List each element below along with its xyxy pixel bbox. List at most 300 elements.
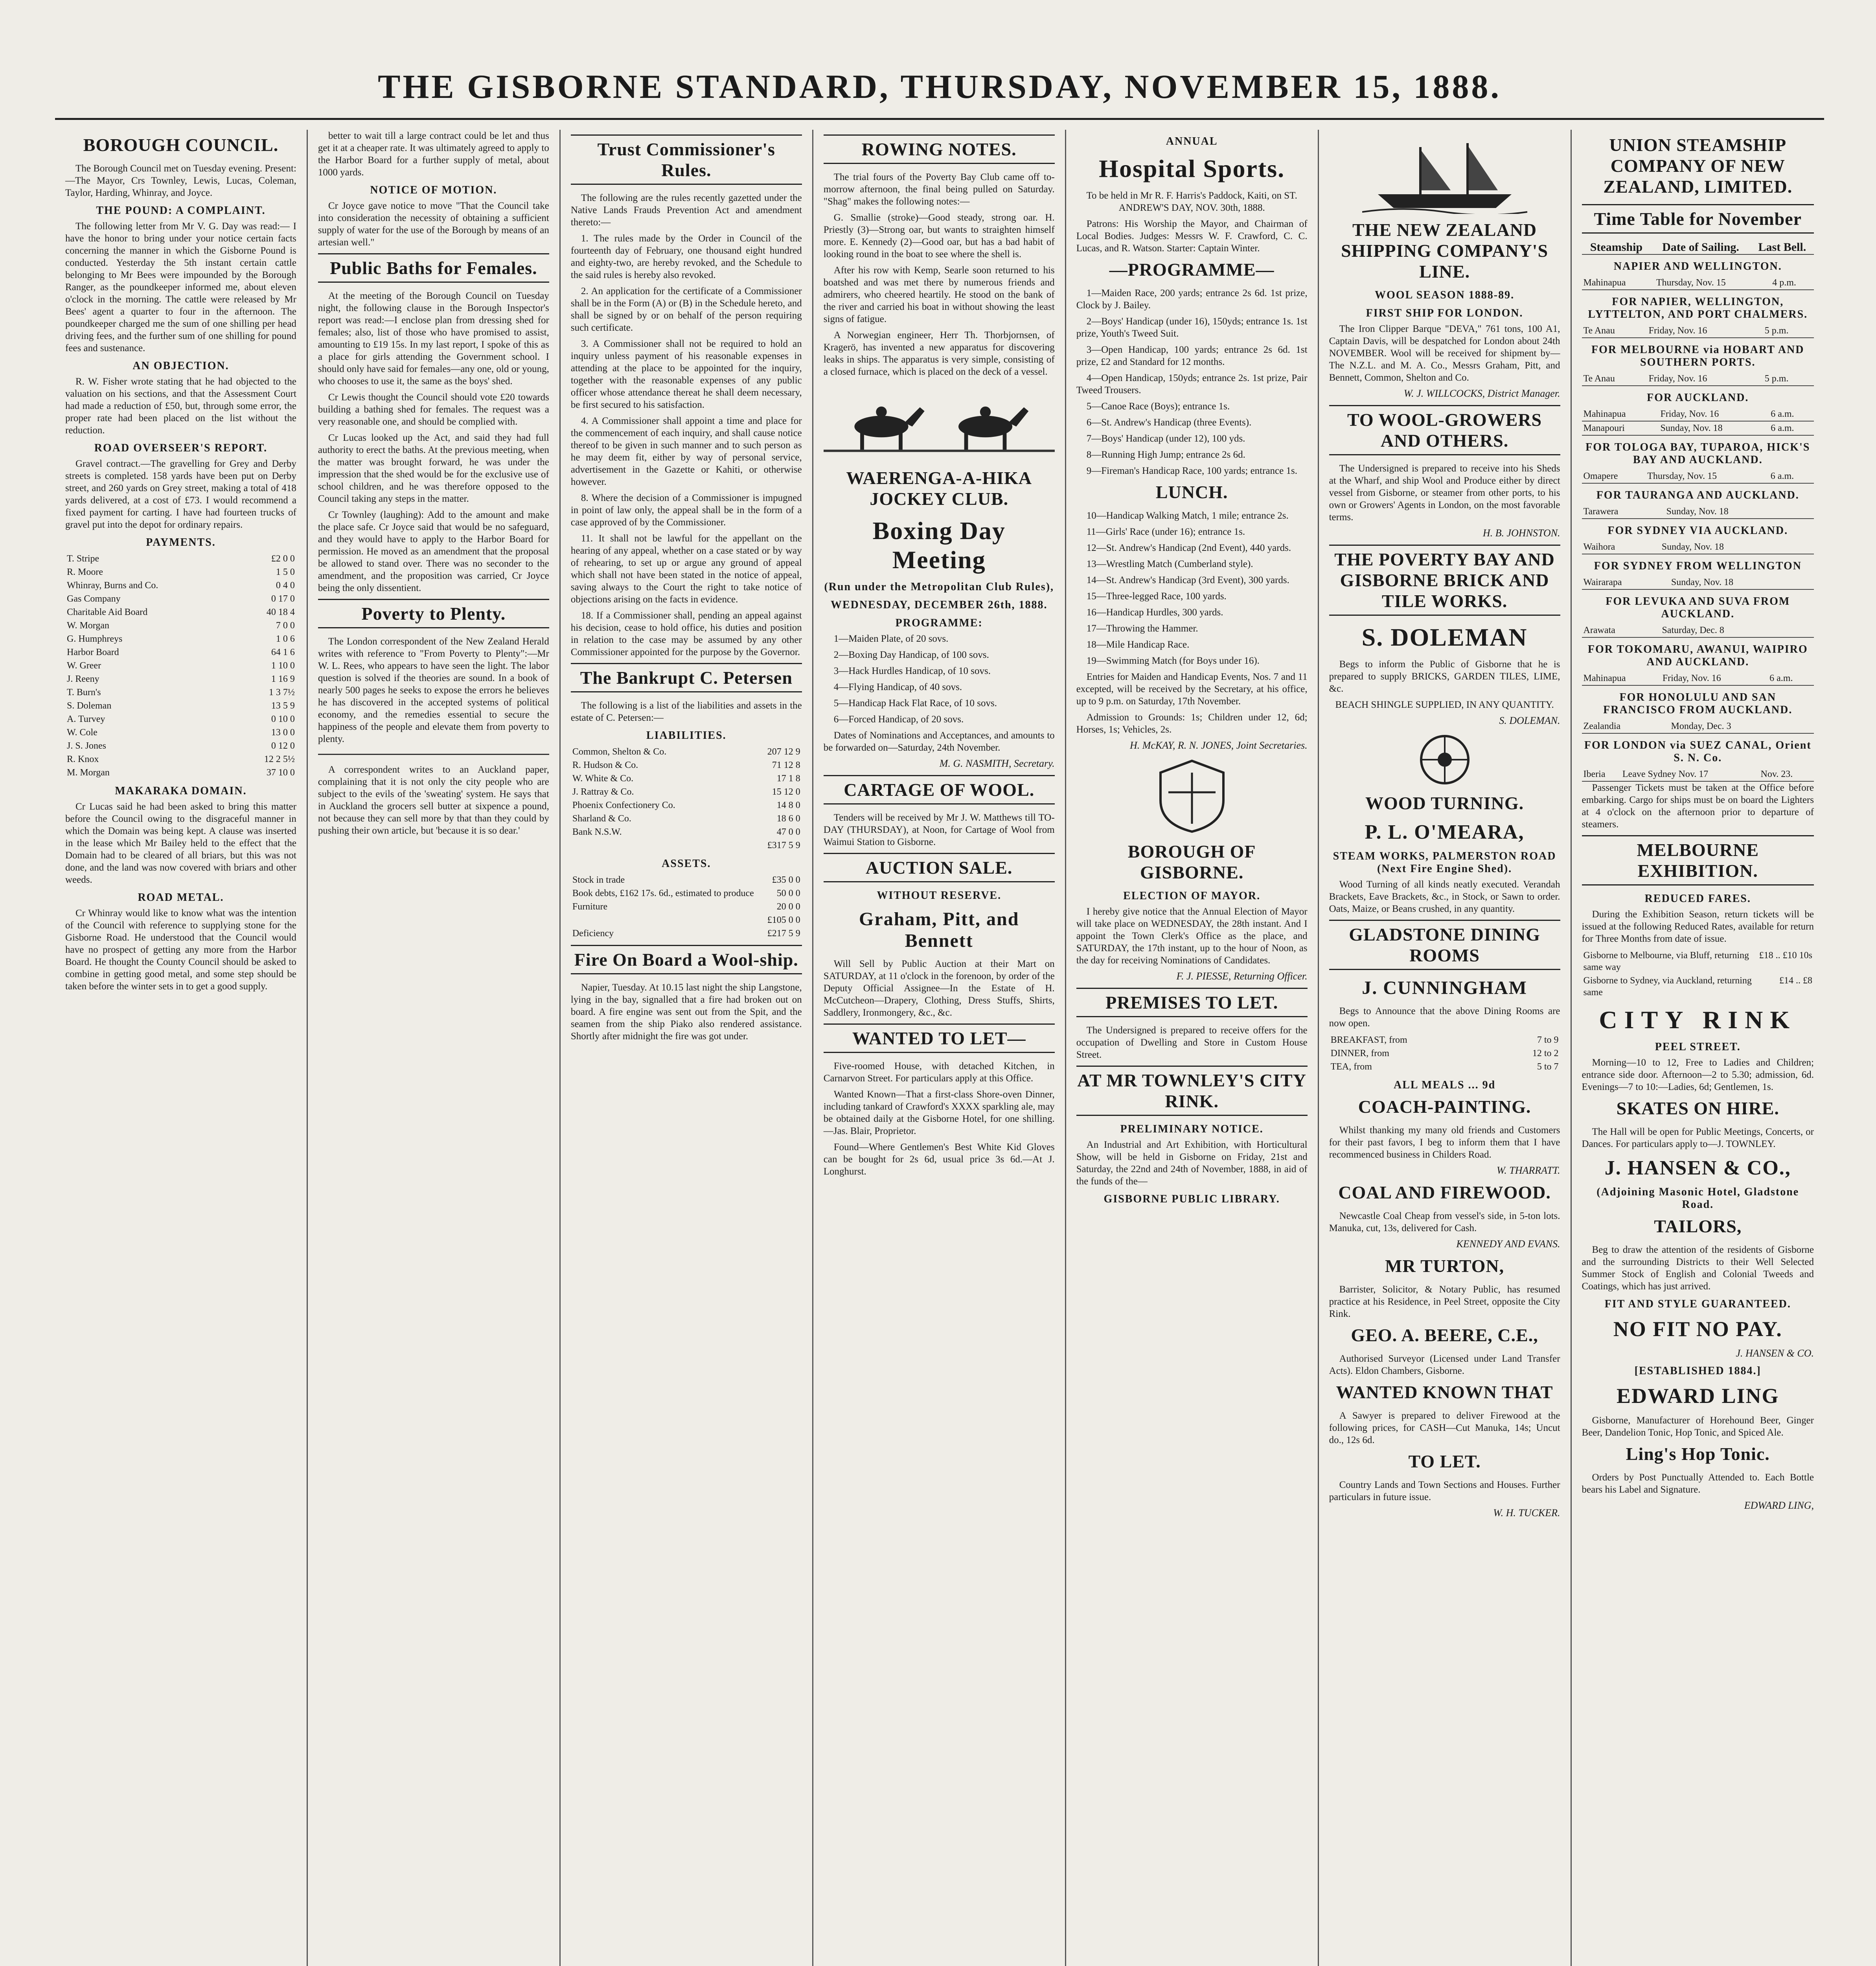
route-heading: FOR LEVUKA AND SUVA FROM AUCKLAND. (1606, 595, 1790, 620)
payments-body (65, 552, 296, 779)
route-heading: FOR MELBOURNE via HOBART AND SOUTHERN PORTS. (1591, 344, 1804, 368)
article-paragraph: The Borough Council met on Tuesday evening. Present:—The Mayor, Crs Townley, Lewis, Lucas, Coleman, Taylor, Harding, Whinray, and Joyce. (65, 163, 296, 198)
route-table (1582, 576, 1814, 590)
row-amount: 17 1 8 (776, 773, 800, 784)
subheading: ASSETS. (662, 858, 711, 870)
table-row (1329, 1047, 1560, 1060)
row-label: J. Reeny (67, 674, 99, 684)
route-cell (1807, 540, 1814, 554)
article-paragraph: Tenders will be received by Mr J. W. Matthews till TO-DAY (THURSDAY), at Noon, for Cartage of Wool from Waimui Station to Gisborne. (823, 812, 1055, 847)
row-amount: 0 4 0 (276, 580, 295, 591)
article-heading: Ling's Hop Tonic. (1626, 1444, 1770, 1464)
article-heading: WANTED TO LET— (824, 1023, 1055, 1053)
route-cell: Iberia (1582, 768, 1621, 781)
route-cell (1807, 576, 1814, 589)
article-paragraph: I hereby give notice that the Annual Election of Mayor will take place on WEDNESDAY, the 28th instant. And I appoint the Town Clerk's Office as the place, and SATURDAY, the 17th instant, up to the hour of Noon, as the day for receiving Nominations of Candidates. (1076, 906, 1308, 966)
table-row (65, 672, 296, 686)
route-cell: Thursday, Nov. 15 (1646, 469, 1769, 483)
article-paragraph: The following letter from Mr V. G. Day was read:— I have the honor to bring under your notice certain facts concerning the manner in which the Gisborne Pound is conducted. Yesterday the 5th instant certain cattle belonging to Mr Bees were impounded by the Borough Ranger, as the poundkeeper informed me, about eleven o'clock in the morning. The cattle were released by Mr Bees' agent a quarter to four in the afternoon. The poundkeeper charged me the sum of one shilling per head driving fees, and the further sum of one shilling for pound fees and sustenance. (65, 221, 296, 353)
table-row (571, 799, 802, 812)
programme-item: 18—Mile Handicap Race. (1086, 639, 1190, 650)
route-cell: 6 a.m. (1769, 469, 1814, 483)
row-label: Charitable Aid Board (67, 607, 148, 617)
programme-item: 10—Handicap Walking Match, 1 mile; entrance 2s. (1086, 510, 1289, 521)
route-heading: FOR TOLOGA BAY, TUPAROA, HICK'S BAY AND AUCKLAND. (1585, 441, 1810, 466)
programme-item: 6—Forced Handicap, of 20 sovs. (833, 714, 964, 725)
article-paragraph: BEACH SHINGLE SUPPLIED, IN ANY QUANTITY. (1335, 700, 1554, 710)
table-row (571, 900, 802, 913)
article-paragraph: Cr Lewis thought the Council should vote £20 towards building a bathing shed for females. The request was a very reasonable one, and should be complied with. (318, 392, 549, 427)
borough-crest-illustration (1076, 757, 1308, 836)
row-label: T. Stripe (67, 554, 99, 564)
table-row (65, 592, 296, 606)
row-label: Furniture (572, 902, 608, 912)
table-row (65, 712, 296, 726)
row-amount: 18 6 0 (776, 814, 800, 824)
route-heading: FOR TAURANGA AND AUCKLAND. (1596, 489, 1799, 501)
programme-item: 3—Hack Hurdles Handicap, of 10 sovs. (833, 666, 991, 676)
row-amount: 12 to 2 (1532, 1048, 1559, 1058)
ad-title: CITY RINK (1599, 1006, 1797, 1034)
programme-item: 7—Boys' Handicap (under 12), 100 yds. (1086, 433, 1245, 444)
route-cell: Sunday, Nov. 18 (1659, 421, 1769, 435)
table-row (571, 873, 802, 887)
page-columns (55, 130, 1824, 1966)
programme-item: 8—Running High Jump; entrance 2s 6d. (1086, 449, 1245, 460)
article-paragraph: Wood Turning of all kinds neatly executed. Verandah Brackets, Eave Brackets, &c., in Stock, or Sawn to order. Oats, Maize, or Beans crushed, in any quantity. (1329, 879, 1560, 914)
table-row (65, 565, 296, 579)
route-row (1582, 421, 1814, 435)
article-paragraph: 11. It shall not be lawful for the appellant on the hearing of any appeal, whether on a case stated or by way of rehearing, to set up or argue any ground of appeal which shall not have been stated in the notice of appeal, saving always to the Court the right to take notice of objections arising on the facts in evidence. (570, 533, 802, 605)
column-2 (308, 130, 561, 1966)
timetable-sections (1582, 260, 1814, 782)
programme-item: 4—Flying Handicap, of 40 sovs. (833, 682, 962, 692)
table-row (571, 785, 802, 799)
table-row (65, 699, 296, 712)
article-paragraph: Found—Where Gentlemen's Best White Kid Gloves can be bought for 2s 6d, usual price 3s 6d.—At J. Longhurst. (823, 1142, 1055, 1177)
article-paragraph: 3. A Commissioner shall not be required to hold an inquiry unless payment of his reasonable expenses in attending at the place to be appointed for the inquiry, together with the reasonable expenses of any public officer whose attendance thereat he shall deem necessary, be first secured to his satisfaction. (570, 339, 802, 410)
column-1 (55, 130, 308, 1966)
article-paragraph: A Norwegian engineer, Herr Th. Thorbjornsen, of Kragerö, has invented a new apparatus for discovering leaks in ships. The apparatus is very simple, consisting of a closed furnace, which is placed on the deck of a vessel. (823, 330, 1055, 377)
route-cell (1807, 505, 1814, 519)
row-amount: 207 12 9 (767, 747, 800, 757)
subheading: ROAD OVERSEER'S REPORT. (94, 442, 268, 454)
row-label: Book debts, £162 17s. 6d., estimated to produce (572, 888, 754, 898)
timetable-header-row (1582, 241, 1814, 254)
row-amount: £35 0 0 (772, 875, 800, 885)
route-cell: Sunday, Nov. 18 (1670, 576, 1807, 589)
fares-table (1582, 949, 1814, 999)
ad-title: Boxing Day Meeting (872, 517, 1006, 574)
article-paragraph: Wanted Known—That a first-class Shore-oven Dinner, including tankard of Crawford's XXXX sparkling ale, may be obtained daily at the Gisborne Hotel, for one shilling.—Jas. Blair, Proprietor. (823, 1089, 1055, 1136)
row-label: Phoenix Confectionery Co. (572, 800, 675, 810)
masthead (55, 59, 1824, 114)
article-paragraph: Dates of Nominations and Acceptances, and amounts to be forwarded on—Saturday, 24th November. (823, 730, 1055, 753)
programme-item: 1—Maiden Race, 200 yards; entrance 2s 6d. 1st prize, Clock by J. Bailey. (1076, 288, 1308, 311)
signature: H. B. JOHNSTON. (1482, 527, 1560, 539)
crest-icon (1145, 757, 1239, 836)
route-cell: 6 a.m. (1768, 672, 1814, 685)
table-row (1582, 974, 1814, 999)
row-label: W. Morgan (67, 620, 109, 631)
row-amount: 12 2 5½ (264, 754, 295, 764)
article-heading: Poverty to Plenty. (318, 599, 549, 628)
article-heading: BOROUGH OF GISBORNE. (1127, 841, 1256, 882)
programme-item: 11—Girls' Race (under 16); entrance 1s. (1086, 526, 1245, 537)
route-cell: Omapere (1582, 469, 1646, 483)
signature: S. DOLEMAN. (1499, 715, 1560, 726)
row-amount: £2 0 0 (271, 554, 295, 564)
article-paragraph: The Undersigned is prepared to receive offers for the occupation of Dwelling and Store in Custom House Street. (1076, 1025, 1308, 1060)
payments-table (65, 552, 296, 779)
article-heading: WOOD TURNING. (1365, 793, 1524, 813)
route-heading: FOR HONOLULU AND SAN FRANCISCO FROM AUCKLAND. (1603, 691, 1793, 716)
route-cell: Te Anau (1582, 372, 1647, 386)
ad-title: J. HANSEN & CO., (1604, 1157, 1791, 1179)
programme-item: 4—Open Handicap, 150yds; entrance 2s. 1st prize, Pair Tweed Trousers. (1076, 373, 1308, 396)
row-amount: 13 0 0 (271, 727, 295, 738)
route-table (1582, 372, 1814, 386)
route-cell: Te Anau (1582, 324, 1647, 338)
row-amount: £217 5 9 (767, 928, 800, 939)
article-paragraph: 1. The rules made by the Order in Council of the fourteenth day of February, one thousand eight hundred and eighty-two, are hereby revoked, and the Schedule to the said rules is hereby also revoked. (570, 233, 802, 280)
row-label: J. Rattray & Co. (572, 787, 634, 797)
article-heading: —PROGRAMME— (1109, 260, 1275, 280)
route-cell: Friday, Nov. 16 (1661, 672, 1768, 685)
row-label (571, 839, 743, 852)
table-row (65, 579, 296, 592)
route-table (1582, 407, 1814, 436)
programme-item: 3—Open Handicap, 100 yards; entrance 2s 6d. 1st prize, £2 and Standard for 12 months. (1076, 344, 1308, 367)
table-row (1329, 1060, 1560, 1073)
row-amount: 1 5 0 (276, 567, 295, 577)
article-heading: COACH-PAINTING. (1358, 1097, 1531, 1117)
row-amount: 15 12 0 (772, 787, 800, 797)
lathe-illustration (1329, 732, 1560, 787)
article-heading: AUCTION SALE. (824, 853, 1055, 882)
row-label (571, 913, 764, 927)
table-row (571, 758, 802, 772)
article-heading: Public Baths for Females. (318, 253, 549, 283)
subheading: FIT AND STYLE GUARANTEED. (1604, 1298, 1791, 1310)
article-paragraph: Begs to Announce that the above Dining Rooms are now open. (1329, 1006, 1560, 1029)
row-label: R. Knox (67, 754, 99, 764)
row-label: J. S. Jones (67, 741, 107, 751)
route-cell: Wairarapa (1582, 576, 1670, 589)
route-table (1582, 324, 1814, 338)
article-heading: CARTAGE OF WOOL. (824, 775, 1055, 804)
ad-title: Hospital Sports. (1099, 155, 1285, 182)
table-row (65, 726, 296, 739)
row-amount: 40 18 4 (266, 607, 295, 617)
subheading: THE POUND: A COMPLAINT. (96, 204, 266, 217)
row-amount: 1 3 7½ (269, 687, 295, 698)
route-cell: Friday, Nov. 16 (1659, 407, 1769, 421)
programme-item: 15—Three-legged Race, 100 yards. (1086, 591, 1227, 602)
wood-turning-icon (1394, 732, 1496, 787)
route-table (1582, 276, 1814, 290)
route-table (1582, 505, 1814, 519)
table-row (571, 927, 802, 940)
article-paragraph: Begs to inform the Public of Gisborne that he is prepared to supply BRICKS, GARDEN TILES, LIME, &c. (1329, 659, 1560, 694)
ad-title: Graham, Pitt, and Bennett (859, 909, 1019, 951)
ad-title: J. CUNNINGHAM (1362, 977, 1527, 998)
article-paragraph: Cr Whinray would like to know what was the intention of the Council with reference to supplying stone for the Gisborne Road. He understood that the Council would have no prospect of getting any more from the Harbor Board. He thought the County Council should be asked to combine in getting good metal, and some step should be taken before the winter sets in to get a good supply. (65, 908, 296, 992)
article-paragraph: The following is a list of the liabilities and assets in the estate of C. Petersen:— (570, 700, 802, 723)
timetable (1582, 241, 1814, 255)
signature: J. HANSEN & CO. (1736, 1347, 1814, 1359)
article-paragraph: 4. A Commissioner shall appoint a time and place for the commencement of each inquiry, and shall cause notice thereof to be given in such manner and to such person as he may deem fit, either by way of personal service, advertisement in the Gazette or Kahiti, or otherwise however. (570, 416, 802, 487)
subheading: GISBORNE PUBLIC LIBRARY. (1104, 1193, 1280, 1205)
table-row (65, 766, 296, 779)
row-amount: £14 .. £8 (1779, 976, 1812, 986)
article-paragraph: During the Exhibition Season, return tickets will be issued at the following Reduced Rates, available for return for Three Months from date of issue. (1582, 909, 1814, 944)
route-cell: Tarawera (1582, 505, 1665, 519)
row-amount: 64 1 6 (271, 647, 295, 657)
subheading: ELECTION OF MAYOR. (1123, 890, 1261, 902)
route-table (1582, 540, 1814, 554)
article-paragraph: To be held in Mr R. F. Harris's Paddock, Kaiti, on ST. ANDREW'S DAY, NOV. 30th, 1888. (1086, 190, 1297, 213)
route-cell: 6 a.m. (1769, 407, 1814, 421)
ad-title: EDWARD LING (1616, 1384, 1779, 1408)
divider (318, 754, 549, 755)
row-label: S. Doleman (67, 701, 112, 711)
row-amount: £105 0 0 (767, 915, 800, 925)
liabilities-table (571, 745, 802, 852)
route-heading: FOR AUCKLAND. (1647, 392, 1749, 404)
route-row (1582, 469, 1814, 483)
column-3 (561, 130, 813, 1966)
route-table (1582, 768, 1814, 782)
row-label: A. Turvey (67, 714, 105, 724)
subheading: FIRST SHIP FOR LONDON. (1366, 307, 1523, 319)
row-amount: 7 0 0 (276, 620, 295, 631)
route-cell: Saturday, Dec. 8 (1660, 624, 1807, 637)
row-label: Whinray, Burns and Co. (67, 580, 158, 591)
article-paragraph: The Hall will be open for Public Meetings, Concerts, or Dances. For particulars apply to—J. TOWNLEY. (1582, 1127, 1814, 1149)
row-label: DINNER, from (1330, 1048, 1389, 1058)
row-label: G. Humphreys (67, 634, 123, 644)
article-paragraph: 18. If a Commissioner shall, pending an appeal against his decision, cease to hold office, his duties and position in relation to the case may be assumed by any other Commissioner appointed for the purpose by the Governor. (570, 610, 802, 657)
programme-item: 2—Boxing Day Handicap, of 100 sovs. (833, 650, 989, 660)
route-heading: NAPIER AND WELLINGTON. (1613, 260, 1782, 272)
programme-item: 19—Swimming Match (for Boys under 16). (1086, 655, 1260, 666)
row-label: Gisborne to Melbourne, via Bluff, returning same way (1583, 950, 1749, 972)
row-amount: 0 17 0 (271, 594, 295, 604)
table-row (65, 739, 296, 753)
article-heading: AT MR TOWNLEY'S CITY RINK. (1076, 1066, 1308, 1116)
article-heading: MR TURTON, (1385, 1256, 1504, 1276)
article-heading: TAILORS, (1654, 1216, 1742, 1236)
article-paragraph: Will Sell by Public Auction at their Mart on SATURDAY, at 11 o'clock in the forenoon, by order of the Deputy Official Assignee—In the Estate of H. McCutcheon—Drapery, Clothing, Dress Stuffs, Shirts, Saddlery, Ironmongery, &c., &c. (823, 959, 1055, 1018)
route-cell: 4 p.m. (1771, 276, 1814, 290)
masthead-rule (55, 118, 1824, 120)
signature: W. H. TUCKER. (1493, 1507, 1560, 1519)
route-row (1582, 624, 1814, 637)
row-amount: 5 to 7 (1537, 1062, 1559, 1072)
article-heading: WAERENGA-A-HIKA JOCKEY CLUB. (846, 468, 1032, 509)
row-amount: 47 0 0 (776, 827, 800, 837)
route-cell: Friday, Nov. 16 (1647, 324, 1763, 338)
signature: M. G. NASMITH, Secretary. (939, 758, 1055, 769)
route-cell: Monday, Dec. 3 (1670, 720, 1807, 733)
subheading: WITHOUT RESERVE. (877, 889, 1002, 902)
route-heading: FOR SYDNEY FROM WELLINGTON (1594, 560, 1802, 572)
route-cell: Manapouri (1582, 421, 1659, 435)
article-paragraph: Barrister, Solicitor, & Notary Public, has resumed practice at his Residence, in Peel Street, opposite the City Rink. (1329, 1284, 1560, 1319)
article-paragraph: After his row with Kemp, Searle soon returned to his boatshed and was met there by numerous friends and admirers, who cheered heartily. He stood on the bank of the river and carried his boat in without showing the least signs of fatigue. (823, 265, 1055, 324)
programme-item: 13—Wrestling Match (Cumberland style). (1086, 559, 1253, 569)
row-label: W. Cole (67, 727, 97, 738)
table-row (65, 619, 296, 632)
row-label: M. Morgan (67, 768, 110, 778)
route-row (1582, 276, 1814, 290)
subheading: PROGRAMME: (895, 617, 983, 629)
programme-item: 16—Handicap Hurdles, 300 yards. (1086, 607, 1223, 618)
article-paragraph: Entries for Maiden and Handicap Events, Nos. 7 and 11 excepted, will be received by the Secretary, at his office, up to 9 p.m. on Saturday, 17th November. (1076, 672, 1308, 707)
article-paragraph: Morning—10 to 12, Free to Ladies and Children; entrance side door. Afternoon—2 to 5.30; admission, 6d. Evenings—7 to 10:—Ladies, 6d; Gentlemen, 1s. (1582, 1057, 1814, 1092)
subheading: PEEL STREET. (1655, 1041, 1741, 1053)
article-paragraph: 8. Where the decision of a Commissioner is impugned in point of law only, the appeal shall be in the form of a case approved of by the Commissioner. (570, 493, 802, 528)
route-row (1582, 672, 1814, 685)
article-heading: BOROUGH COUNCIL. (83, 135, 279, 155)
route-cell: Waihora (1582, 540, 1660, 554)
table-row (65, 686, 296, 699)
route-heading: FOR LONDON via SUEZ CANAL, Orient S. N. Co. (1584, 739, 1812, 764)
route-row (1582, 720, 1814, 733)
route-heading: FOR NAPIER, WELLINGTON, LYTTELTON, AND PORT CHALMERS. (1588, 296, 1808, 320)
ad-title: S. DOLEMAN (1361, 623, 1528, 651)
table-row (65, 552, 296, 565)
article-paragraph: Gisborne, Manufacturer of Horehound Beer, Ginger Beer, Dandelion Tonic, Hop Tonic, and Spiced Ale. (1582, 1415, 1814, 1438)
article-paragraph: The trial fours of the Poverty Bay Club came off to-morrow afternoon, the final being pulled on Saturday. "Shag" makes the following notes:— (823, 172, 1055, 207)
programme-item: 14—St. Andrew's Handicap (3rd Event), 300 yards. (1086, 575, 1289, 585)
article-paragraph: Gravel contract.—The gravelling for Grey and Derby streets is completed. 158 yards have been put on Derby street, and 260 yards on Grey street, making a total of 418 yards delivered, at a cost of £73. I would recommend a fixed payment for carting. I have had fourteen trucks of gravel put into the depot for ordinary repairs. (65, 458, 296, 530)
horse-race-icon (824, 383, 1055, 462)
route-cell: 5 p.m. (1763, 324, 1814, 338)
route-row (1582, 540, 1814, 554)
route-row (1582, 505, 1814, 519)
article-heading: TO WOOL-GROWERS AND OTHERS. (1329, 405, 1560, 455)
row-amount: 1 0 6 (276, 634, 295, 644)
article-heading: THE NEW ZEALAND SHIPPING COMPANY'S LINE. (1341, 220, 1549, 282)
liabilities-body (571, 745, 802, 852)
signature: W. J. WILLCOCKS, District Manager. (1403, 388, 1560, 399)
row-label: Gas Company (67, 594, 121, 604)
route-cell: Mahinapua (1582, 407, 1659, 421)
subheading: [ESTABLISHED 1884.] (1634, 1365, 1761, 1377)
article-paragraph: Cr Joyce gave notice to move "That the Council take into consideration the necessity of obtaining a sufficient supply of water for the use of the Borough by means of an artesian well." (318, 201, 549, 248)
article-heading: MELBOURNE EXHIBITION. (1582, 835, 1814, 885)
programme-item: 5—Handicap Hack Flat Race, of 10 sovs. (833, 698, 997, 709)
table-row (65, 646, 296, 659)
route-heading: FOR SYDNEY VIA AUCKLAND. (1607, 525, 1788, 537)
assets-table (571, 873, 802, 940)
subheading: LIABILITIES. (646, 729, 726, 742)
programme-list (1076, 287, 1308, 477)
programme-item: 9—Fireman's Handicap Race, 100 yards; entrance 1s. (1086, 466, 1297, 476)
timetable-body (1582, 241, 1814, 254)
programme-item: 5—Canoe Race (Boys); entrance 1s. (1086, 401, 1230, 412)
article-heading: ROWING NOTES. (824, 134, 1055, 164)
row-amount: 37 10 0 (266, 768, 295, 778)
route-row (1582, 576, 1814, 589)
table-row (1582, 949, 1814, 974)
route-cell (1807, 720, 1814, 733)
article-paragraph: A correspondent writes to an Auckland paper, complaining that it is not only the city people who are subject to the evils of the 'sweating' system. He says that in Auckland the grocers sell butter at sixpence a pound, not because they can sell more by that than they could by pushing their own article, but 'because it is so dear.' (318, 764, 549, 836)
programme-list (1076, 510, 1308, 667)
article-paragraph: 2. An application for the certificate of a Commissioner shall be in the Form (A) or (B) in the Schedule hereto, and shall be signed by or on behalf of the person requiring such certificate. (570, 286, 802, 333)
row-label: Deficiency (572, 928, 614, 939)
table-row (571, 812, 802, 825)
subheading: PAYMENTS. (146, 536, 216, 549)
row-label: Gisborne to Sydney, via Auckland, returning same (1583, 976, 1752, 998)
article-paragraph: Passenger Tickets must be taken at the Office before embarking. Cargo for ships must be on board the Lighters at 4 o'clock on the afternoon prior to departure of steamers. (1582, 782, 1814, 830)
fares-body (1582, 949, 1814, 999)
row-amount: 20 0 0 (776, 902, 800, 912)
row-label: W. Greer (67, 661, 101, 671)
row-amount: £18 .. £10 10s (1759, 950, 1812, 961)
row-label: Bank N.S.W. (572, 827, 622, 837)
article-paragraph: G. Smallie (stroke)—Good steady, strong oar. H. Priestly (3)—Strong oar, but wants to straighten himself more. E. Kennedy (2)—Good oar, but has a bad habit of looking round in the boat to see where the shell is. (823, 212, 1055, 260)
article-paragraph: The Iron Clipper Barque "DEVA," 761 tons, 100 A1, Captain Davis, will be despatched for London about 24th NOVEMBER. Wool will be received for shipment by—The N.Z.L. and M. A. Co., Messrs Graham, Pitt, and Bennett, Common, Shelton and Co. (1329, 324, 1560, 383)
article-paragraph: Patrons: His Worship the Mayor, and Chairman of Local Bodies. Judges: Messrs W. F. Crawford, C. C. Lucas, and R. Watson. Starter: Captain Winter. (1076, 219, 1308, 254)
article-paragraph: The London correspondent of the New Zealand Herald writes with reference to "From Poverty to Plenty":—Mr W. L. Rees, who appears to have seen the light. The labor question is solved if the theories are sound. In a book of nearly 500 pages he seeks to expose the errors he believes he has discovered in the accepted systems of political economy, and the remedies essential to secure the happiness of the people and elevate them from poverty to plenty. (318, 636, 549, 744)
article-paragraph: At the meeting of the Borough Council on Tuesday night, the following clause in the Borough Inspector's report was read:—I enclose plan from dressing shed for females; also, list of those who have promised to assist, amounting to £19 15s. In my last report, I spoke of this as a place for girls attending the Government school. I should only have said for females—any one, old or young, who chooses to use it, the same as the boys' shed. (318, 291, 549, 387)
ad-title: NO FIT NO PAY. (1613, 1317, 1782, 1341)
article-heading: UNION STEAMSHIP COMPANY OF NEW ZEALAND, LIMITED. (1603, 135, 1793, 197)
subheading: ROAD METAL. (138, 891, 224, 904)
subheading: AN OBJECTION. (132, 360, 229, 372)
row-amount: 1 10 0 (271, 661, 295, 671)
article-heading: Fire On Board a Wool-ship. (571, 945, 802, 974)
article-heading: LUNCH. (1155, 482, 1228, 502)
row-amount: 14 8 0 (776, 800, 800, 810)
row-label: Common, Shelton & Co. (572, 747, 667, 757)
column-7 (1572, 130, 1824, 1966)
route-heading: FOR TOKOMARU, AWANUI, WAIPIRO AND AUCKLAND. (1587, 643, 1808, 668)
subheading: REDUCED FARES. (1644, 893, 1751, 905)
table-row (65, 632, 296, 646)
article-heading: GEO. A. BEERE, C.E., (1351, 1325, 1538, 1345)
ship-illustration (1329, 135, 1560, 214)
article-paragraph: Country Lands and Town Sections and Houses. Further particulars in future issue. (1329, 1480, 1560, 1502)
article-heading: WANTED KNOWN THAT (1336, 1382, 1553, 1402)
route-row (1582, 324, 1814, 338)
article-paragraph: Authorised Surveyor (Licensed under Land Transfer Acts). Eldon Chambers, Gisborne. (1329, 1353, 1560, 1376)
article-paragraph: Cr Townley (laughing): Add to the amount and make the place safe. Cr Joyce said that would be no safeguard, and they would have to apply to the Harbor Board for permission. He moved as an amendment that the proposal be allowed to stand over. There was no seconder to the amendment, and the proposition was carried, Cr Joyce being the only dissentient. (318, 510, 549, 593)
article-paragraph: better to wait till a large contract could be let and thus get it at a cheaper rate. It was ultimately agreed to apply to the Harbor Board for a further supply of metal, about 1000 yards. (318, 131, 549, 178)
subheading: NOTICE OF MOTION. (370, 184, 497, 196)
row-label: R. Moore (67, 567, 103, 577)
route-cell: 5 p.m. (1763, 372, 1814, 386)
route-table (1582, 469, 1814, 484)
route-cell: Friday, Nov. 16 (1647, 372, 1763, 386)
row-label: R. Hudson & Co. (572, 760, 638, 770)
article-paragraph: R. W. Fisher wrote stating that he had objected to the valuation on his sections, and that the Assessment Court had made a reduction of £50, but, through some error, the proper rate had been placed on the list without the reduction. (65, 376, 296, 436)
row-label: Sharland & Co. (572, 814, 631, 824)
subheading: ALL MEALS ... 9d (1393, 1079, 1496, 1091)
route-table (1582, 624, 1814, 638)
article-paragraph: Beg to draw the attention of the residents of Gisborne and the surrounding Districts to their Well Selected Summer Stock of English and Colonial Tweeds and Coatings, which has just arrived. (1582, 1244, 1814, 1292)
column-4 (813, 130, 1066, 1966)
subheading: (Adjoining Masonic Hotel, Gladstone Road. (1596, 1186, 1799, 1211)
programme-item: 2—Boys' Handicap (under 16), 150yds; entrance 1s. 1st prize, Youth's Tweed Suit. (1076, 316, 1308, 339)
article-paragraph: The following are the rules recently gazetted under the Native Lands Frauds Prevention Act and amendment thereto:— (570, 193, 802, 228)
route-row (1582, 372, 1814, 386)
programme-item: 1—Maiden Plate, of 20 sovs. (833, 633, 949, 644)
subheading: ANNUAL (1166, 135, 1218, 147)
